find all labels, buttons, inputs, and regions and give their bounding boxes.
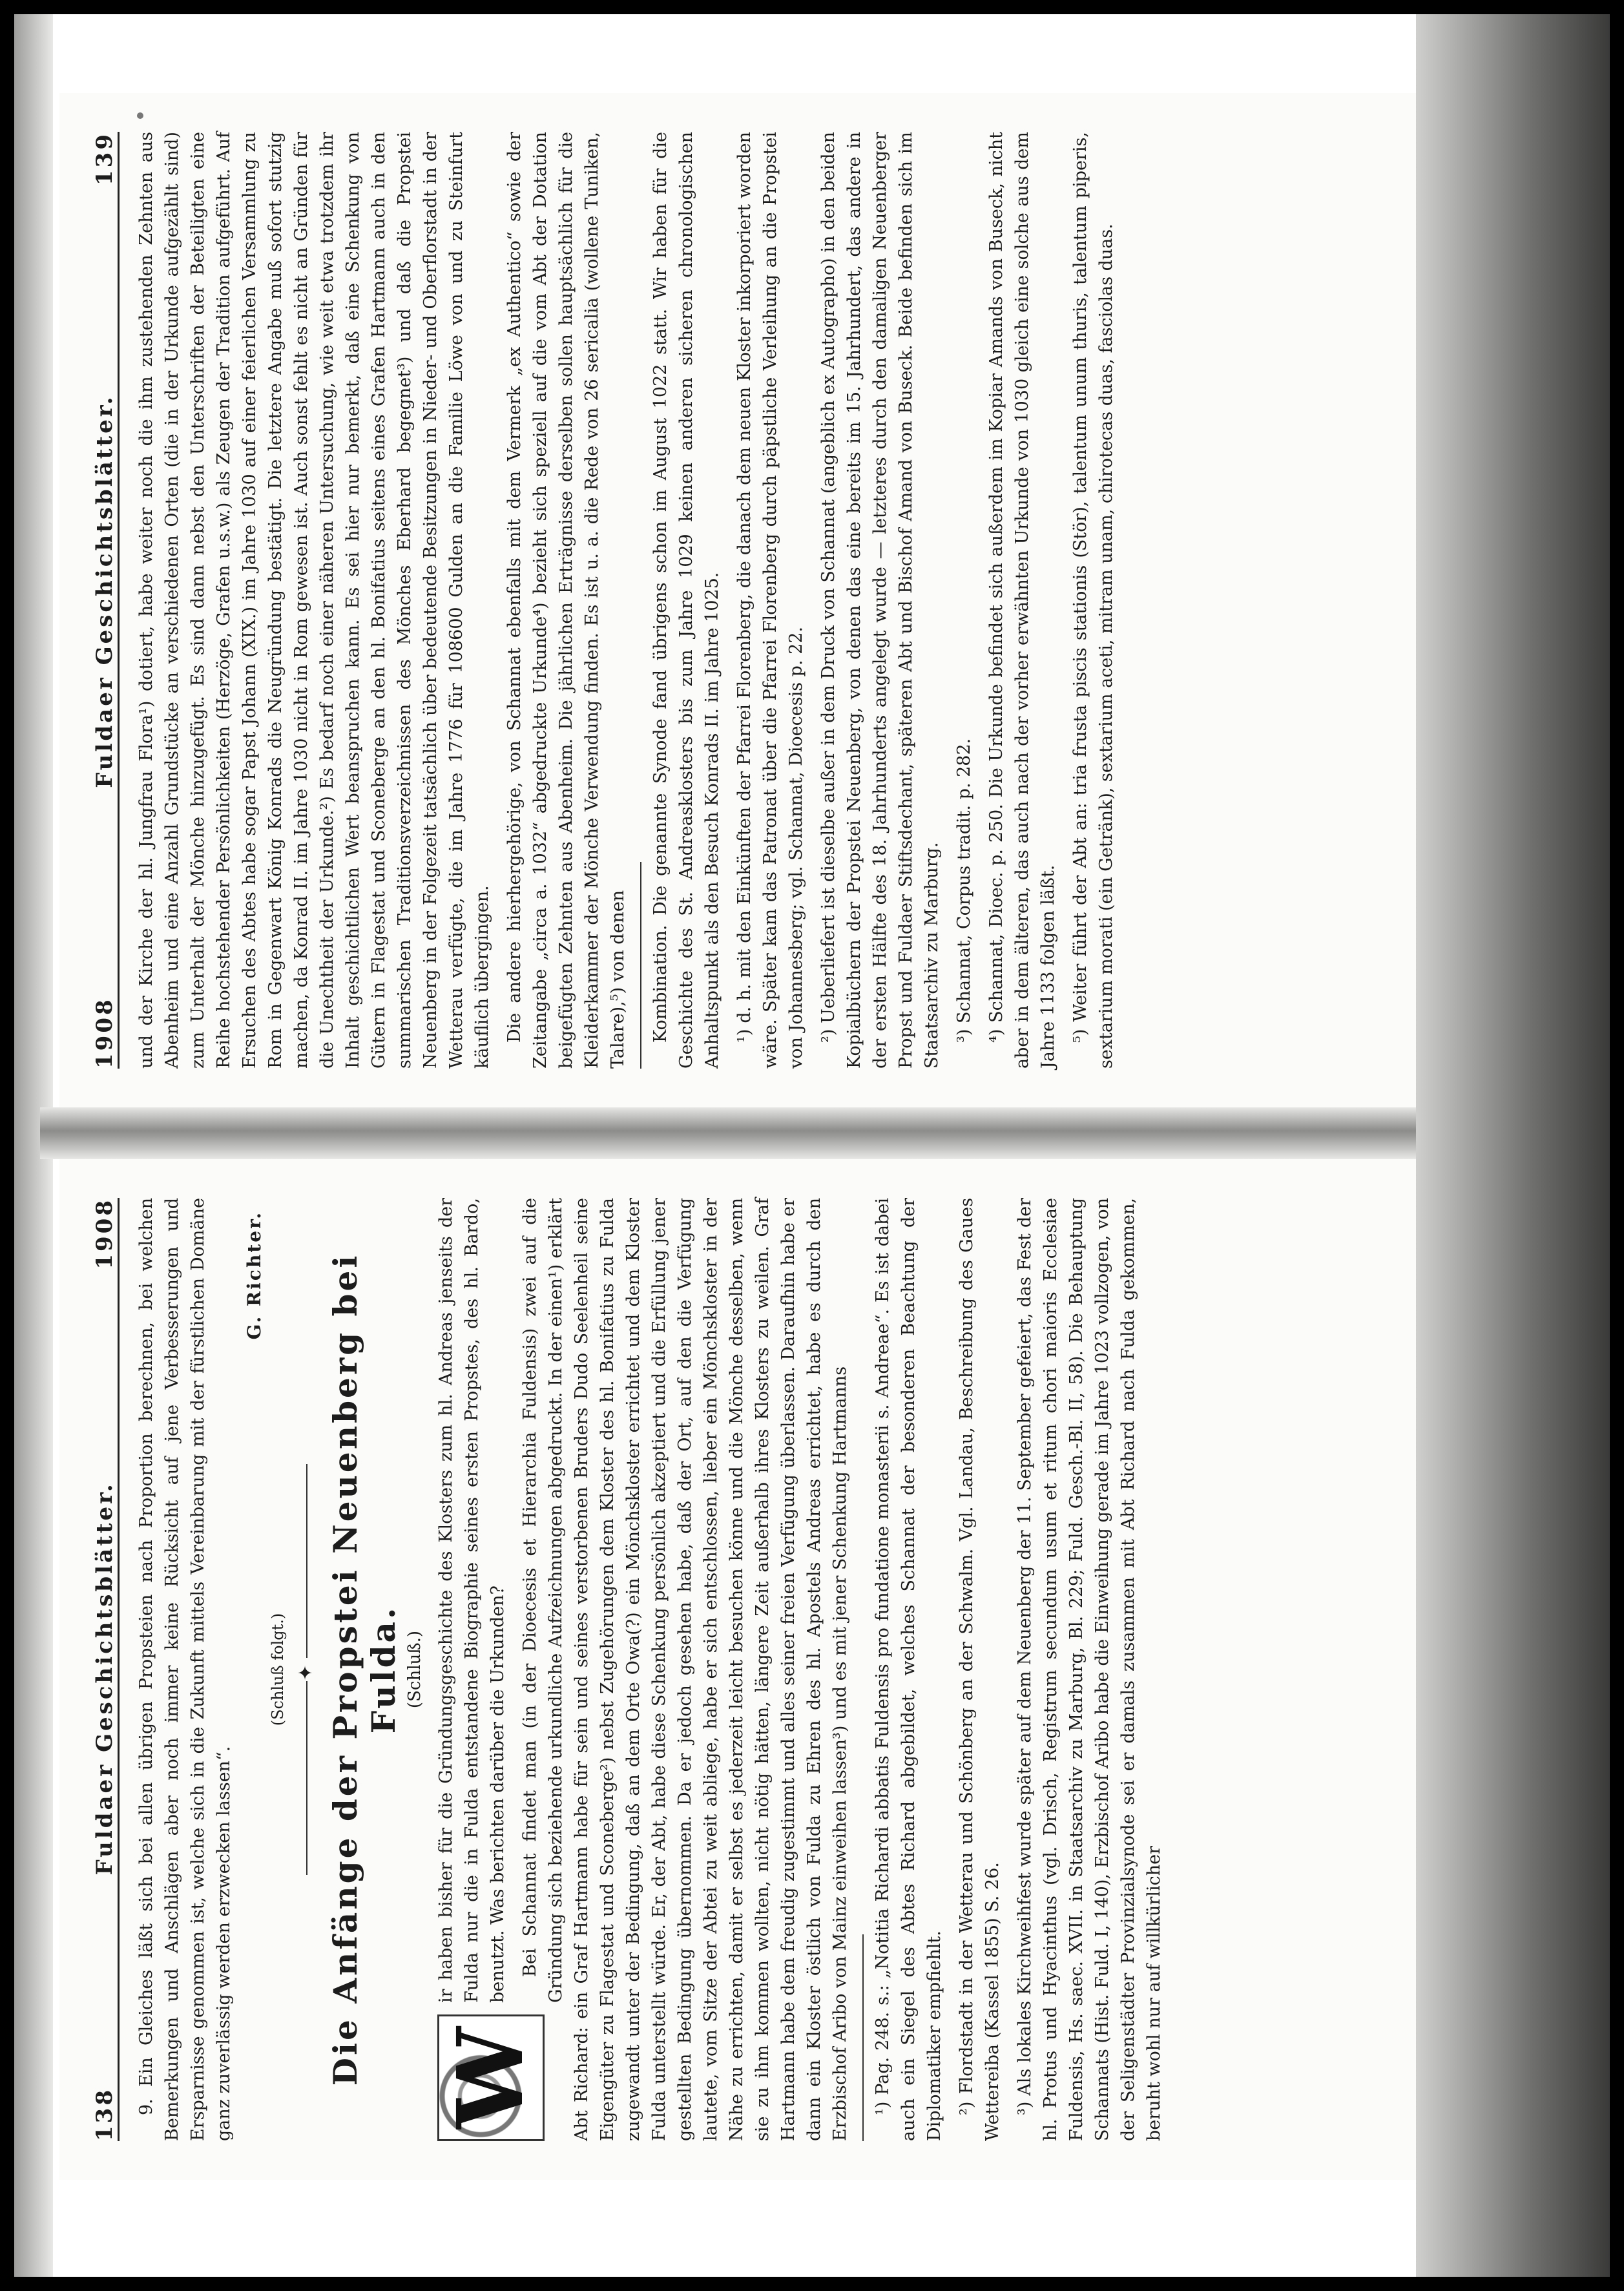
right-footnote-1: ¹) d. h. mit den Einkünften der Pfarrei Florenberg, die danach dem neuen Kloster inkorporiert worden wäre. Später kam das Patronat über die Pfarrei Florenberg durch päpstliche Verleihung an die Propstei von Johannesberg; vgl. Schannat, Dioecesis p. 22.	[734, 132, 806, 1069]
left-running-head	[79, 1198, 120, 2141]
right-page-number: 139	[92, 132, 118, 185]
right-footnote-3: ³) Schannat, Corpus tradit. p. 282.	[954, 738, 974, 1043]
article-subtitle: (Schluß.)	[405, 1630, 424, 1709]
right-running-head-title: Fuldaer Geschichtsblätter.	[92, 394, 118, 788]
section-ornament: ✦	[295, 1198, 317, 2141]
left-running-head-title: Fuldaer Geschichtsblätter.	[92, 1481, 118, 1876]
author-signature: G. Richter.	[244, 1211, 265, 1340]
right-footnote-2: ²) Ueberliefert ist dieselbe außer in dem Druck von Schannat (angeblich ex Autographo) in den beiden Kopialbüchern der Propstei Neuenberg, von denen das eine bereits im 15. Jahrhundert, das andere in der ersten Hälfte des 18. Jahrhunderts angelegt wurde — letzteres durch den damaligen Neuenberger Propst und Fuldaer Stiftsdechant, späteren Abt und Bischof Amand von Buseck. Beide befinden sich im Staatsarchiv zu Marburg.	[818, 132, 942, 1069]
right-footnote-5: ⁵) Weiter führt der Abt an: tria frusta piscis stationis (Stör), talentum unum thuris, talentum piperis, sextarium morati (ein Getränk), sextarium aceti, mitram unam, chirotecas duas, fasciolas duas.	[1070, 132, 1116, 1069]
continued-note: (Schluß folgt.)	[269, 1613, 287, 1726]
left-year: 1908	[92, 1198, 118, 1270]
ornamental-initial	[437, 2014, 545, 2141]
article-title: Die Anfänge der Propstei Neuenberg bei Fulda.	[326, 1253, 402, 2086]
left-footnote-3: ³) Als lokales Kirchweihfest wurde später auf dem Neuenberg der 11. September gefeiert, das Fest der hl. Protus und Hyacinthus (vgl. Drisch, Registrum secundum usum et ritum chori maioris Ecclesiae Fuldensis, Hs. saec. XVII. in Staatsarchiv zu Marburg, Bl. 229; Fuld. Gesch.-Bl. II, 58). Die Behauptung Schannats (Hist. Fuld. I, 140), Erzbischof Aribo habe die Einweihung gerade im Jahre 1023 vollzogen, von der Seligenstädter Provinzialsynode sei er damals zusammen mit Abt Richard nach Fulda gekommen, beruht wohl nur auf willkürlicher	[1015, 1198, 1164, 2141]
scanned-page	[14, 14, 1610, 2277]
right-page	[59, 93, 1435, 1107]
left-footnote-2: ²) Flordstadt in der Wetterau und Schönberg an der Schwalm. Vgl. Landau, Beschreibung des Gaues Wettereiba (Kassel 1855) S. 26.	[957, 1198, 1003, 2141]
left-page	[59, 1159, 1435, 2180]
article-opening	[433, 1198, 544, 2141]
right-text-column	[134, 132, 1126, 1069]
left-paragraph-1: ir haben bisher für die Gründungsgeschichte des Klosters zum hl. Andreas jenseits der Fulda nur die in Fulda entstandene Biographie seines ersten Propstes, des hl. Bardo, benutzt. Was berichten darüber die Urkunden?	[436, 1198, 508, 2003]
right-year: 1908	[92, 997, 118, 1069]
book-gutter	[40, 1107, 1526, 1159]
right-footnote-0: Kombination. Die genannte Synode fand übrigens schon im August 1022 statt. Wir haben für die Geschichte des St. Andreasklosters bis zum Jahre 1029 keinen anderen sicheren chronologischen Anhaltspunkt als den Besuch Konrads II. im Jahre 1025.	[651, 132, 722, 1069]
rotated-book-spread	[14, 14, 1610, 2277]
drop-cap-letter: W	[438, 2027, 544, 2129]
right-paragraph-2: Die andere hierhergehörige, von Schannat ebenfalls mit dem Vermerk „ex Authentico“ sowie der Zeitangabe „circa a. 1032“ abgedruckte Urkunde⁴) bezieht sich speziell auf die vom Abt der Dotation beigefügten Zehnten aus Abenheim. Die jährlichen Erträgnisse derselben sollen hauptsächlich für die Kleiderkammer der Mönche Verwendung finden. Es ist u. a. die Rede von 26 sericalia (wollene Tuniken, Talare),⁵) von denen	[505, 132, 628, 1069]
scan-speck	[137, 112, 143, 119]
left-footnote-1: ¹) Pag. 248. s.: „Notitia Richardi abbatis Fuldensis pro fundatione monasterii s. Andreae“. Es ist dabei auch ein Siegel des Abtes Richard abgebildet, welches Schannat der besonderen Beachtung der Diplomatiker empfiehlt.	[873, 1198, 944, 2141]
footnote-rule	[640, 862, 641, 1069]
scan-shadow-bottom	[1416, 14, 1610, 2277]
left-text-column	[134, 1198, 1174, 2141]
right-footnote-4: ⁴) Schannat, Dioec. p. 250. Die Urkunde befindet sich außerdem im Kopiar Amands von Buseck, nicht aber in dem älteren, das auch nach der vorher erwähnten Urkunde von 1030 gleich eine solche aus dem Jahre 1133 folgen läßt.	[986, 132, 1058, 1069]
right-running-head	[79, 132, 120, 1069]
left-page-number: 138	[92, 2087, 118, 2141]
footnote-rule	[862, 1934, 864, 2141]
right-paragraph-1: und der Kirche der hl. Jungfrau Flora¹) dotiert, habe weiter noch die ihm zustehenden Zehnten aus Abenheim und eine Anzahl Grundstücke an verschiedenen Orten (die in der Urkunde aufgezählt sind) zum Unterhalt der Mönche hinzugefügt. Es sind dann nebst den Unterschriften der Beteiligten eine Reihe hochstehender Persönlichkeiten (Herzöge, Grafen u.s.w.) als Zeugen der Tradition aufgeführt. Auf Ersuchen des Abtes habe sogar Papst Johann (XIX.) im Jahre 1030 auf einer feierlichen Versammlung zu Rom in Gegenwart König Konrads die Neugründung bestätigt. Die letztere Angabe muß sofort stutzig machen, da Konrad II. im Jahre 1030 nicht in Rom gewesen ist. Auch sonst fehlt es nicht an Gründen für die Unechtheit der Urkunde.²) Es bedarf noch einer näheren Untersuchung, wie weit etwa trotzdem ihr Inhalt geschichtlichen Wert beanspruchen kann. Es sei hier nur bemerkt, daß eine Schenkung von Gütern in Flagestat und Sconeberge an den hl. Bonifatius seitens eines Grafen Hartmann auch in den summarischen Traditionsverzeichnissen des Mönches Eberhard begegnet³) und daß die Propstei Neuenberg in der Folgezeit tatsächlich über bedeutende Besitzungen in Nieder- und Oberflorstadt in der Wetterau verfügte, die im Jahre 1776 für 108600 Gulden an die Familie Löwe von und zu Steinfurt käuflich übergingen.	[136, 132, 492, 1069]
left-paragraph-2: Bei Schannat findet man (in der Dioecesis et Hierarchia Fuldensis) zwei auf die Gründung sich beziehende urkundliche Aufzeichnungen abgedruckt. In der einen¹) erklärt Abt Richard: ein Graf Hartmann habe für sein und seines verstorbenen Bruders Dudo Seelenheil seine Eigengüter zu Flagestat und Sconeberge²) nebst Zugehörungen dem Kloster des hl. Bonifatius zu Fulda zugewandt unter der Bedingung, daß an dem Orte Owa(?) ein Mönchskloster errichtet und dem Kloster Fulda unterstellt würde. Er, der Abt, habe diese Schenkung persönlich akzeptiert und die Erfüllung jener gestellten Bedingung übernommen. Da er jedoch gesehen habe, daß der Ort, auf den die Verfügung lautete, vom Sitze der Abtei zu weit abliege, habe er sich entschlossen, lieber ein Mönchskloster in der Nähe zu errichten, damit er selbst es jederzeit leicht besuchen könne und die Mönche desselben, wenn sie zu ihm kommen wollten, nicht nötig hätten, längere Zeit außerhalb ihres Klosters zu weilen. Graf Hartmann habe dem freudig zugestimmt und alles seiner freien Verfügung überlassen. Daraufhin habe er dann ein Kloster östlich von Fulda zu Ehren des hl. Apostels Andreas errichtet, habe es durch den Erzbischof Aribo von Mainz einweihen lassen³) und es mit jener Schenkung Hartmanns	[520, 1198, 850, 2141]
left-top-paragraph: 9. Ein Gleiches läßt sich bei allen übrigen Propsteien nach Proportion berechnen, bei welchen Bemerkungen und Anschlägen aber noch immer keine Rücksicht auf jene Verbesserungen und Ersparnisse genommen ist, welche sich in die Zukunft mittels Vereinbarung mit der fürstlichen Domäne ganz zuverlässig werden erzwecken lassen“.	[136, 1198, 234, 2141]
